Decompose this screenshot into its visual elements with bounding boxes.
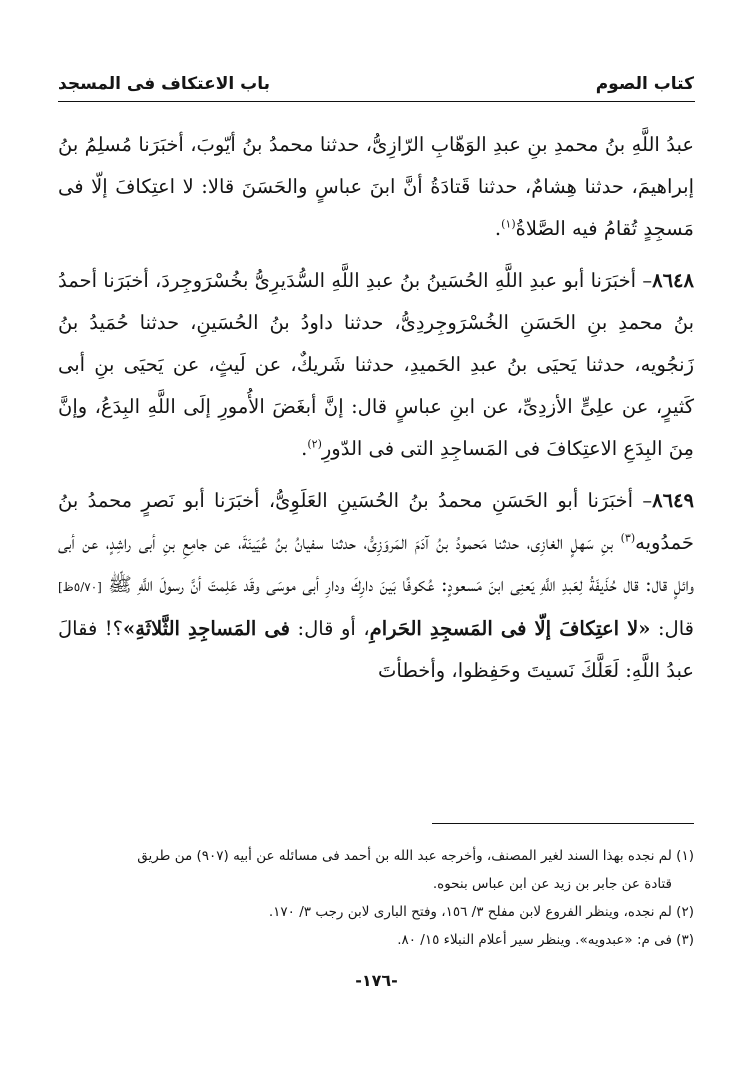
hadith-8648 bbox=[58, 260, 694, 470]
footnotes bbox=[58, 842, 694, 954]
prophetic-quote: «لا اعتِكافَ إلّا فى المَسجِدِ الحَرامِ bbox=[369, 617, 651, 640]
paragraph-end: . bbox=[494, 217, 502, 240]
page-number: -١٧٦- bbox=[355, 971, 398, 990]
hadith-8649 bbox=[58, 480, 694, 692]
hadith-text: ، أو قال: bbox=[289, 617, 370, 640]
hadith-text: بنِ سَهلٍ الغازِى، حدثنا مَحمودُ بنُ آدَمَ المَروَزِىُّ، حدثنا سفيانُ بنُ عُيَينَةَ، عن جامِعِ بنِ أبى راشِدٍ، عن أبى وائلٍ قال: قال حُذَيفَةُ لِعَبدِ اللَّهِ يَعنِى ابنَ مَسعودٍ: عُكوفًا بَينَ دارِكَ ودارِ أبى موسَى وقَد عَلِمتَ أنَّ رسولَ اللَّهِ ﷺ bbox=[58, 531, 694, 596]
footnote-1-continuation: قتادة عن جابر بن زيد عن ابن عباس بنحوه. bbox=[432, 876, 672, 892]
hadith-end: . bbox=[301, 437, 308, 460]
footnote-3: (٣) فى م: «عبدويه». وينظر سير أعلام النبلاء ١٥/ ٨٠. bbox=[397, 932, 694, 948]
running-header bbox=[58, 74, 694, 98]
hadith-text: قال: bbox=[650, 617, 694, 640]
main-text bbox=[58, 124, 694, 692]
hadith-text: – أخبَرَنا أبو الحَسَنِ محمدُ بنُ الحُسَينِ العَلَوِىُّ، أخبَرَنا أبو نَصرٍ محمدُ بنُ حَمدُويه bbox=[58, 489, 694, 554]
manuscript-folio-marker: [٥/٧٠ظ] bbox=[58, 580, 102, 594]
paragraph-text: عبدُ اللَّهِ بنُ محمدِ بنِ عبدِ الوَهّابِ الرّازِىُّ، حدثنا محمدُ بنُ أيّوبَ، أخبَرَنا مُسلِمُ بنُ إبراهيمَ، حدثنا هِشامٌ، حدثنا قَتادَةُ أنَّ ابنَ عباسٍ والحَسَنَ قالا: لا اعتِكافَ إلّا فى مَسجِدٍ تُقامُ فيه الصَّلاةُ bbox=[58, 133, 694, 240]
footnote-1: (١) لم نجده بهذا السند لغير المصنف، وأخرجه عبد الله بن أحمد فى مسائله عن أبيه (٩٠٧) من طريق bbox=[137, 848, 694, 864]
book-title: كتاب الصوم bbox=[595, 74, 694, 94]
footnote-ref-1: (١) bbox=[501, 217, 516, 231]
footnote-rule bbox=[432, 823, 694, 824]
header-rule bbox=[58, 101, 695, 102]
hadith-number: ٨٦٤٨ bbox=[652, 269, 694, 292]
footnote-ref-2: (٢) bbox=[307, 437, 322, 451]
chapter-title: باب الاعتكاف فى المسجد bbox=[58, 74, 270, 94]
hadith-number: ٨٦٤٩ bbox=[652, 489, 694, 512]
hadith-text: ؟! فقالَ عبدُ اللَّهِ: لَعَلَّكَ نَسيتَ وحَفِظوا، وأخطأتَ bbox=[58, 617, 694, 682]
footnote-ref-3: (٣) bbox=[620, 531, 636, 545]
footnote-2: (٢) لم نجده، وينظر الفروع لابن مفلح ٣/ ١٥٦، وفتح البارى لابن رجب ٣/ ١٧٠. bbox=[268, 904, 694, 920]
prophetic-quote: فى المَساجِدِ الثَّلاثَةِ» bbox=[123, 617, 290, 640]
hadith-text: – أخبَرَنا أبو عبدِ اللَّهِ الحُسَينُ بنُ عبدِ اللَّهِ السُّدَيرِىُّ بخُسْرَوجِردَ، أخبَرَنا أحمدُ بنُ محمدِ بنِ الحَسَنِ الخُسْرَوجِردِىُّ، حدثنا داودُ بنُ الحُسَينِ، حدثنا حُمَيدُ بنُ زَنجُويه، حدثنا يَحيَى بنُ عبدِ الحَميدِ، حدثنا شَريكٌ، عن لَيثٍ، عن يَحيَى بنِ أبى كَثيرٍ، عن علِىٍّ الأزدِىِّ، عن ابنِ عباسٍ قال: إنَّ أبغَضَ الأُمورِ إلَى اللَّهِ البِدَعُ، وإنَّ مِنَ البِدَعِ الاعتِكافَ فى المَساجِدِ التى فى الدّورِ bbox=[58, 269, 694, 460]
paragraph-continuation bbox=[58, 124, 694, 250]
